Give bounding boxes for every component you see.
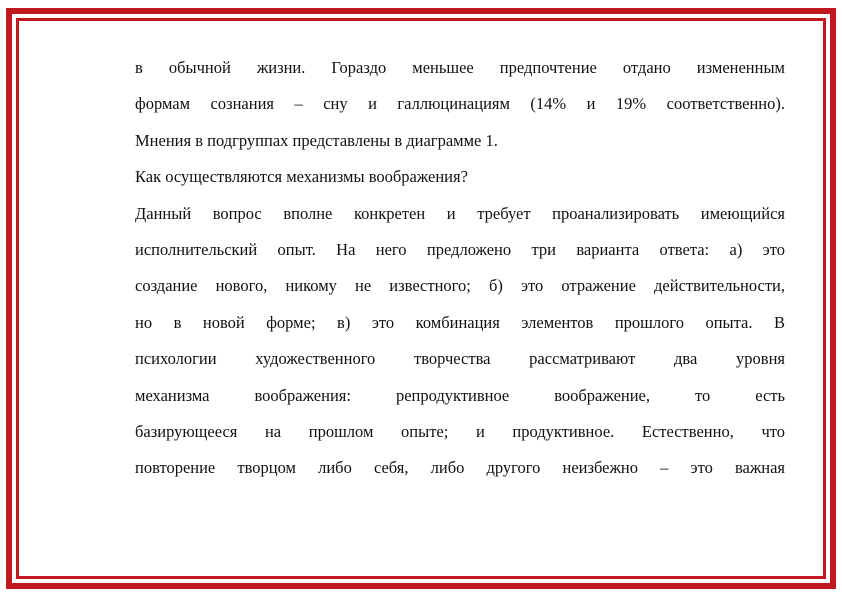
text-line: Как осуществляются механизмы воображения? [135, 167, 468, 187]
paragraph-3 [135, 196, 785, 487]
text-line: базирующееся на прошлом опыте; и продуктивное. Естественно, что [135, 422, 785, 442]
text-line: Мнения в подгруппах представлены в диаграмме 1. [135, 130, 498, 150]
text-line: но в новой форме; в) это комбинация элементов прошлого опыта. В [135, 312, 785, 332]
text-line: психологии художественного творчества рассматривают два уровня [135, 349, 785, 369]
text-line: создание нового, никому не известного; б) это отражение действительности, [135, 276, 785, 296]
text-line: механизма воображения: репродуктивное воображение, то есть [135, 385, 785, 405]
text-line: исполнительский опыт. На него предложено три варианта ответа: а) это [135, 240, 785, 260]
paragraph-1 [135, 50, 785, 159]
text-line: формам сознания – сну и галлюцинациям (14% и 19% соответственно). [135, 94, 785, 114]
text-line: в обычной жизни. Гораздо меньшее предпочтение отдано измененным [135, 58, 785, 77]
paragraph-question [135, 159, 785, 195]
document-text [135, 50, 785, 487]
text-line: Данный вопрос вполне конкретен и требует проанализировать имеющийся [135, 203, 785, 223]
text-line: повторение творцом либо себя, либо другого неизбежно – это важная [135, 458, 785, 478]
